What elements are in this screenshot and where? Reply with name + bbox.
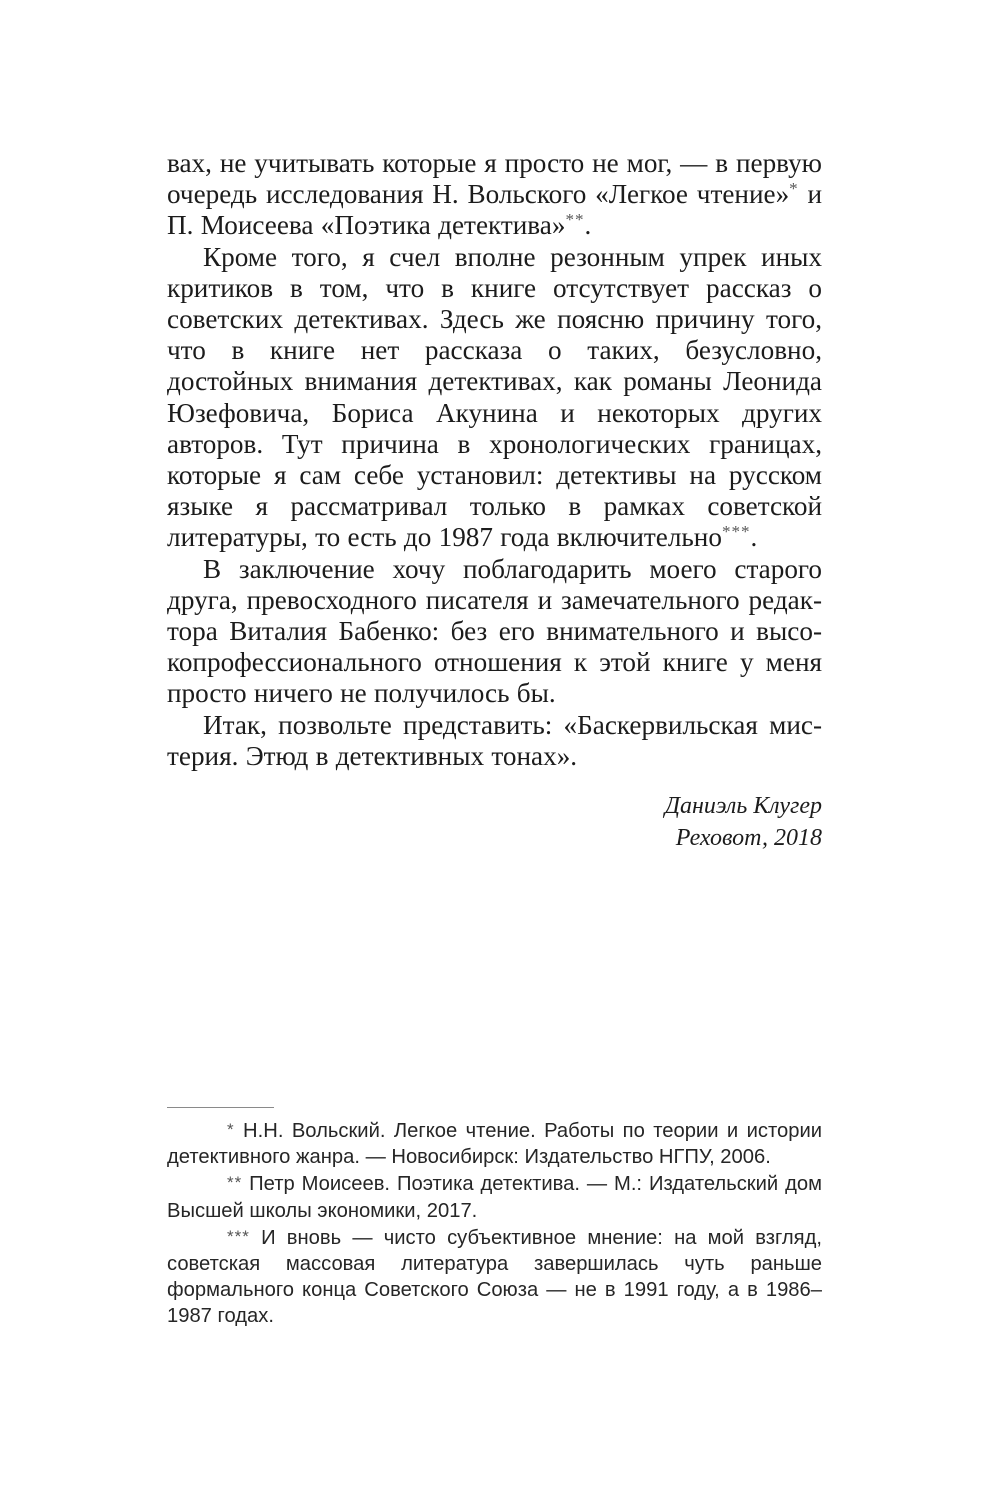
paragraph-2: Кроме того, я счел вполне резонным упрек иных критиков в том, что в книге отсутствует рассказ о советских детективах. Здесь же поясню причину того, что в книге нет рассказа о таких, безусловно, достойных внимания детективах, как романы Леонида Юзефовича, Бориса Акунина и некоторых других авторов. Тут причина в хронологических границах, которые я сам себе установил: детективы на русском языке я рассматривал только в рамках советской литературы, то есть до 1987 года включительно***.: [167, 241, 822, 553]
footnote-3: *** И вновь — чисто субъективное мнение: на мой взгляд, советская массовая литература завершилась чуть раньше формального конца Советского Союза — не в 1991 году, а в 1986–1987 годах.: [167, 1226, 823, 1328]
footnote-ref-1[interactable]: *: [789, 179, 799, 199]
paragraph-3: В заключение хочу поблагодарить моего старого друга, превосходного писателя и замечательного редактора Виталия Бабенко: без его внимательного и высокопрофессионального отношения к этой книге у меня просто ничего не получилось бы.: [167, 553, 822, 709]
signature-author: Даниэль Клугер: [664, 793, 822, 820]
footnote-mark-2: **: [227, 1173, 243, 1193]
footnote-mark-1: *: [227, 1120, 235, 1139]
footnote-ref-3[interactable]: ***: [721, 522, 751, 542]
paragraph-1: вах, не учитывать которые я просто не мог, — в первую очередь исследования Н. Вольского «Легкое чтение»* и П. Моисеева «Поэтика детектива»**.: [167, 148, 822, 241]
footnote-2: ** Петр Моисеев. Поэтика детектива. — М.: Издательский дом Высшей школы экономики, 2017.: [167, 1173, 822, 1222]
footnote-1: * Н.Н. Вольский. Легкое чтение. Работы по теории и истории детективного жанра. — Новосибирск: Издательство НГПУ, 2006.: [167, 1120, 822, 1169]
footnote-ref-2[interactable]: **: [565, 210, 585, 230]
signature: [167, 790, 822, 854]
footnotes: [167, 1117, 822, 1330]
paragraph-4: Итак, позвольте представить: «Баскервильская мистерия. Этюд в детективных тонах».: [167, 709, 822, 771]
footnote-separator: [167, 1107, 274, 1108]
main-text-block: [167, 148, 822, 854]
footnote-mark-3: ***: [227, 1226, 250, 1246]
signature-place-year: Реховот, 2018: [675, 825, 822, 852]
